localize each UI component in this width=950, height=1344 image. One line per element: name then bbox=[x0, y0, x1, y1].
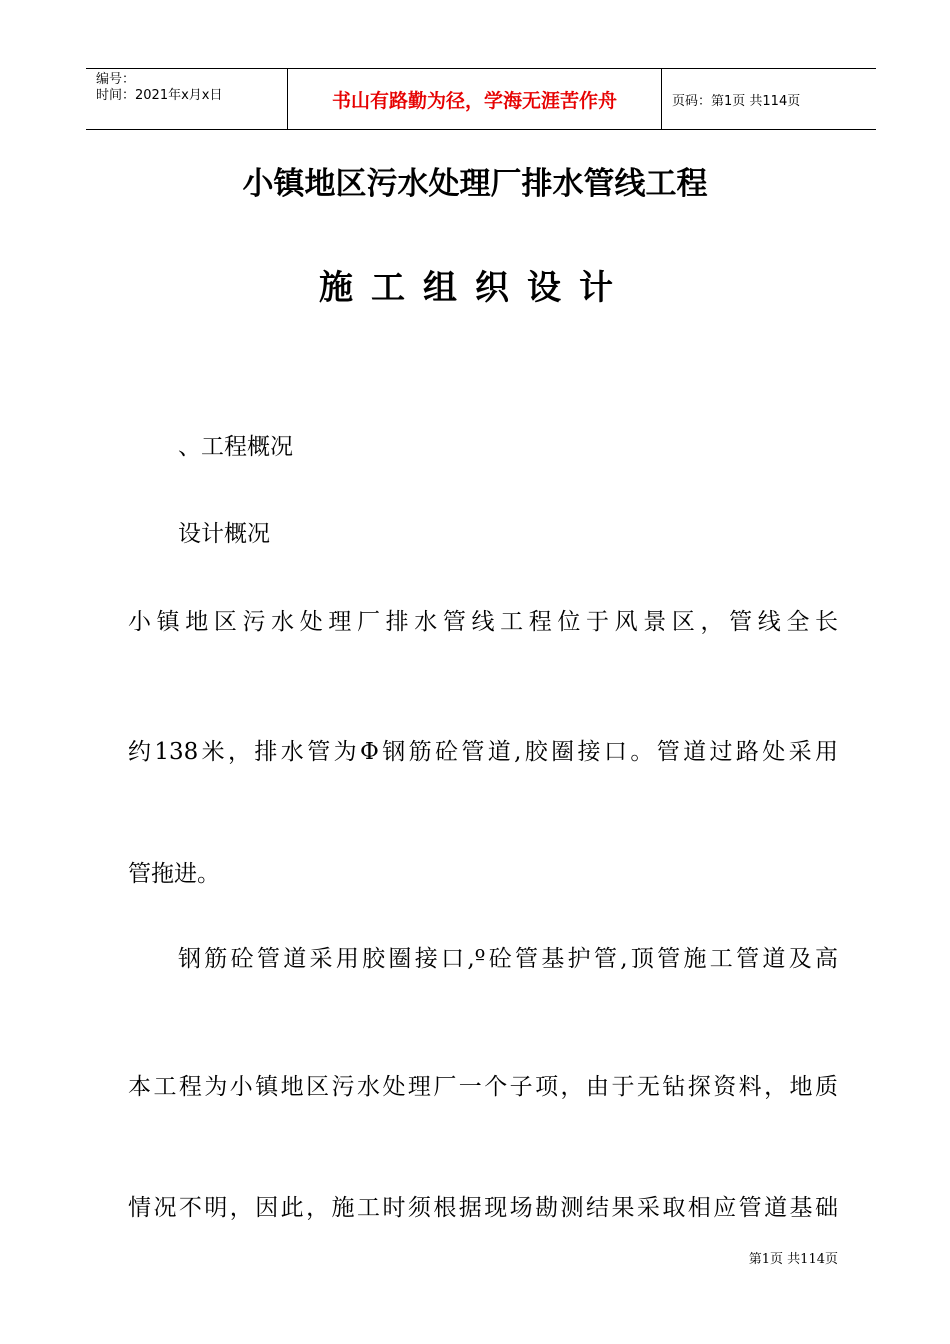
paragraph-2: 钢筋砼管道采用胶圈接口,º砼管基护管,顶管施工管道及高 bbox=[178, 946, 838, 972]
paragraph-3-line-1: 本工程为小镇地区污水处理厂一个子项，由于无钻探资料，地质 bbox=[128, 1074, 838, 1100]
document-subtitle: 施工组织设计 bbox=[319, 268, 631, 308]
paragraph-3-line-2: 情况不明，因此，施工时须根据现场勘测结果采取相应管道基础 bbox=[128, 1195, 838, 1221]
page-footer: 第1页 共114页 bbox=[748, 1252, 838, 1267]
paragraph-1-line-1: 小镇地区污水处理厂排水管线工程位于风景区，管线全长 bbox=[128, 609, 838, 635]
paragraph-1-line-2: 约138米，排水管为Φ钢筋砼管道,胶圈接口。管道过路处采用 bbox=[128, 739, 838, 765]
document-time-label: 时间：2021年x月x日 bbox=[96, 88, 223, 103]
page-header bbox=[86, 68, 876, 130]
document-title: 小镇地区污水处理厂排水管线工程 bbox=[242, 166, 708, 202]
document-number-label: 编号： bbox=[96, 72, 136, 87]
subsection-heading: 设计概况 bbox=[178, 521, 270, 547]
header-page-info: 页码：第1页 共114页 bbox=[672, 93, 801, 109]
header-meta bbox=[86, 69, 288, 129]
section-heading: 、工程概况 bbox=[178, 434, 293, 460]
header-motto: 书山有路勤为径，学海无涯苦作舟 bbox=[288, 69, 662, 129]
paragraph-1-line-3: 管拖进。 bbox=[128, 861, 220, 887]
